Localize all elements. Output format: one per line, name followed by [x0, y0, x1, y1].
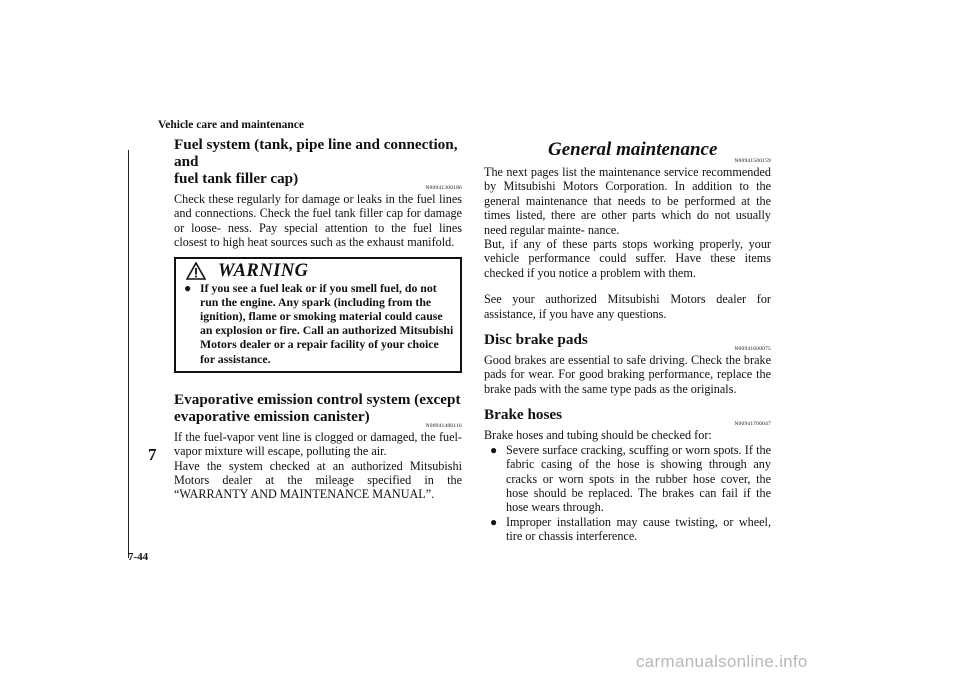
fuel-system-body: Check these regularly for damage or leaks in the fuel lines and connections. Check the fuel tank filler cap for damage or loose- ness. Pay special attention to the fuel lines closest to high heat sources such as the exhaust manifold. [174, 192, 462, 250]
brake-hoses-item-2: Improper installation may cause twisting, or wheel, tire or chassis interference. [506, 514, 771, 544]
warning-text: If you see a fuel leak or if you smell fuel, do not run the engine. Any spark (including from the ignition), flame or smoking material could cause an explosion or fire. Call an authorized Mitsubishi Motors dealer or a repair facility of your choice for assistance. [200, 280, 454, 366]
disc-brake-pads-title: Disc brake pads [484, 331, 588, 349]
general-maintenance-body2: But, if any of these parts stops working properly, your vehicle performance could suffer. Have these items checked if you notice a problem with them. [484, 237, 771, 280]
warning-header [184, 261, 454, 281]
general-maintenance-code: N00941500159 [734, 158, 771, 164]
disc-brake-pads-body: Good brakes are essential to safe driving. Check the brake pads for wear. For good braking performance, replace the brake pads with the same type pads as the originals. [484, 353, 771, 396]
list-item [490, 515, 771, 544]
bullet-icon: ● [490, 442, 498, 457]
bullet-icon: ● [490, 514, 498, 529]
bullet-icon: ● [184, 280, 192, 295]
chapter-rule [128, 150, 129, 558]
running-head: Vehicle care and maintenance [158, 119, 304, 131]
general-maintenance-body1: The next pages list the maintenance service recommended by Mitsubishi Motors Corporation. In addition to the general maintenance that needs to be performed at the times listed, there are other parts which do not usually need regular mainte- nance. [484, 165, 771, 237]
warning-triangle-icon [186, 262, 206, 280]
fuel-system-title: Fuel system (tank, pipe line and connection, and fuel tank filler cap) [174, 136, 458, 187]
brake-hoses-intro: Brake hoses and tubing should be checked for: [484, 428, 712, 443]
brake-hoses-title: Brake hoses [484, 406, 563, 424]
footer-watermark: carmanualsonline.info [636, 652, 808, 671]
right-column [484, 140, 771, 544]
evap-system-code: N00941400116 [425, 422, 462, 429]
fuel-system-code: N00941300186 [425, 185, 462, 191]
brake-hoses-code: N00941700047 [734, 421, 771, 428]
general-maintenance-title: General maintenance [548, 139, 718, 160]
chapter-tab: 7 [148, 445, 157, 464]
evap-system-title: Evaporative emission control system (except evaporative emission canister) [174, 390, 461, 425]
left-column [174, 136, 462, 502]
warning-title: WARNING [218, 260, 309, 281]
evap-system-body2: Have the system checked at an authorized Mitsubishi Motors dealer at the mileage specified in the “WARRANTY AND MAINTENANCE MANUAL”. [174, 458, 462, 502]
general-maintenance-body3: See your authorized Mitsubishi Motors dealer for assistance, if you have any questions. [484, 292, 771, 321]
list-item [490, 443, 771, 515]
evap-system-body1: If the fuel-vapor vent line is clogged or damaged, the fuel- vapor mixture will escape, polluting the air. [174, 429, 462, 459]
disc-brake-pads-code: N00941600075 [734, 346, 771, 353]
warning-box [174, 257, 462, 373]
brake-hoses-item-1: Severe surface cracking, scuffing or worn spots. If the fabric casing of the hose is showing through any cracks or worn spots in the rubber hose cover, the hose should be replaced. The brakes can fail if the hose wears through. [506, 442, 771, 515]
page-number: 7-44 [128, 551, 149, 563]
